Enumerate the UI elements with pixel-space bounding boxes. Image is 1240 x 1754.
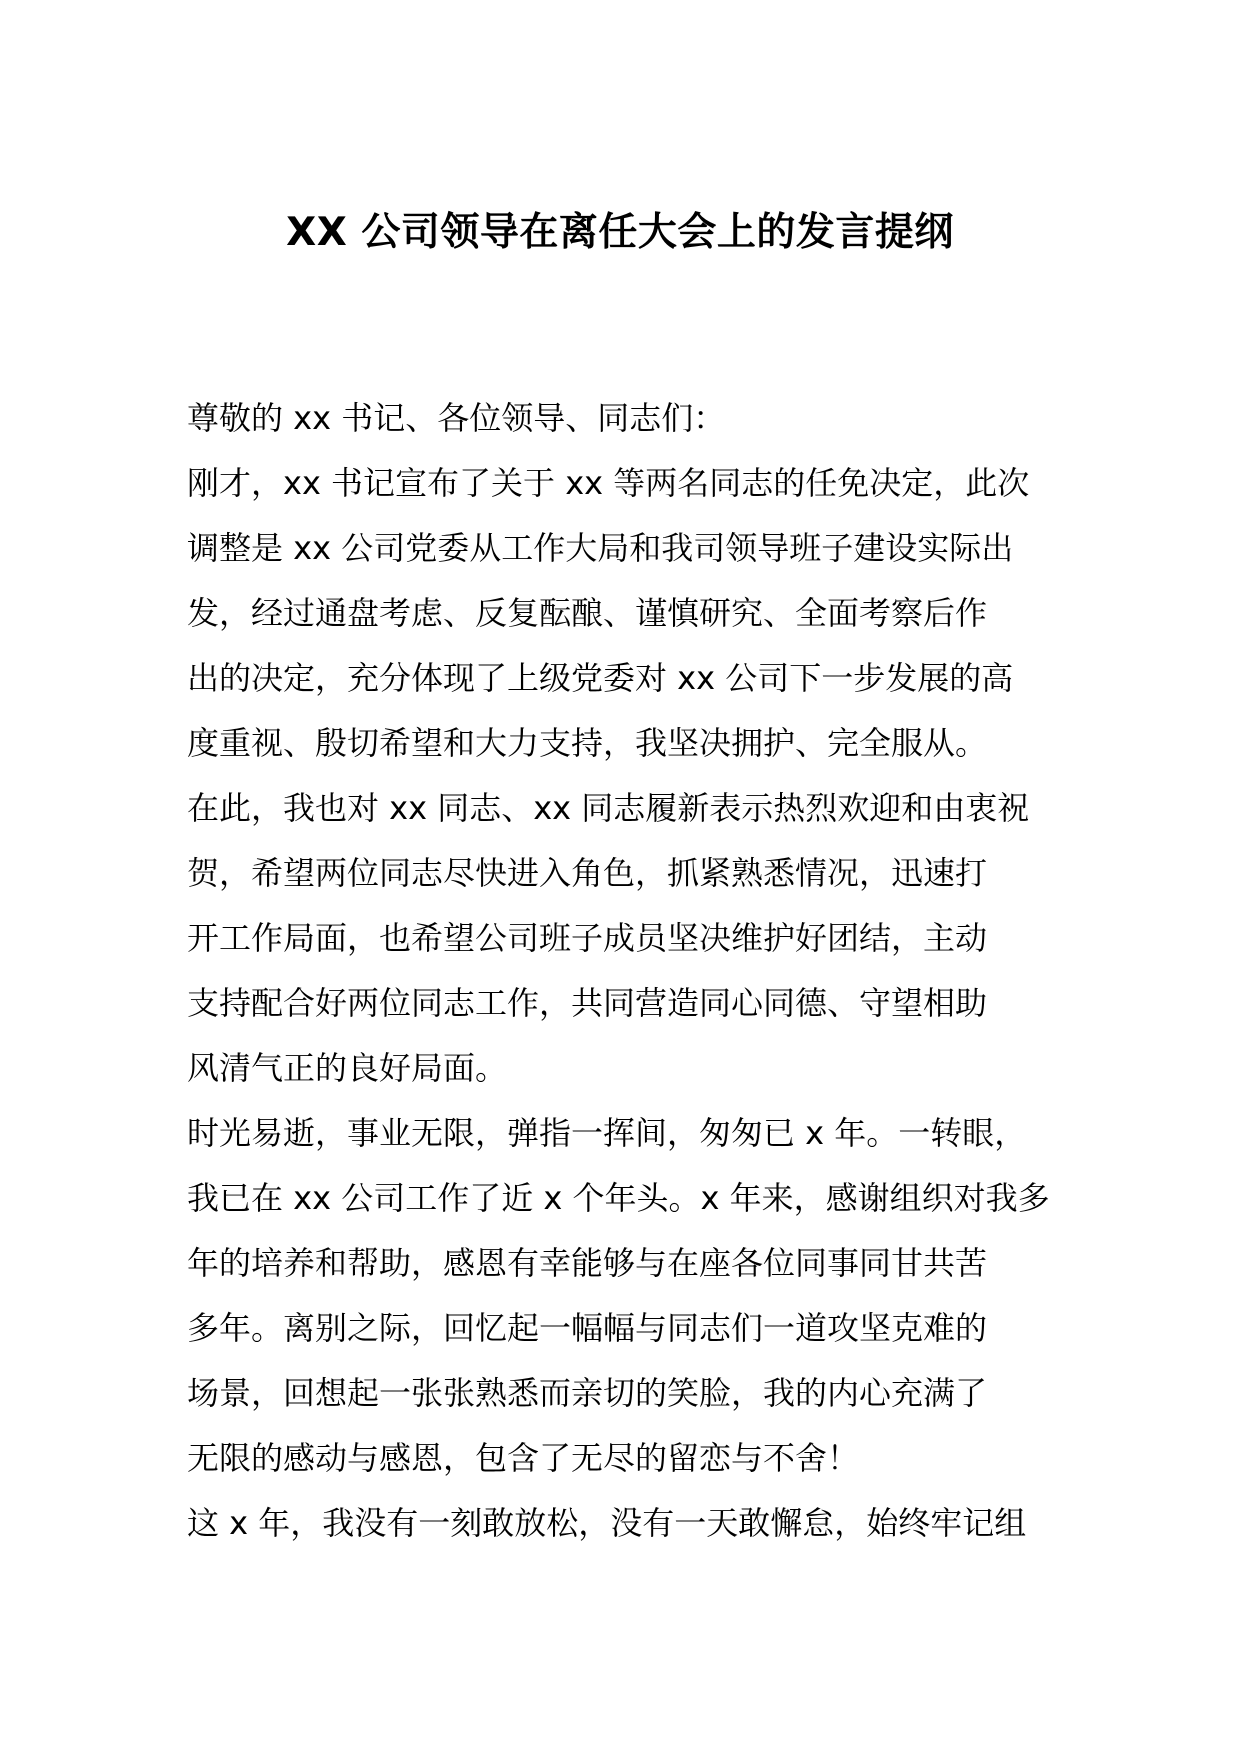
body-line: 风清气正的良好局面。: [187, 1049, 508, 1087]
body-line: 度重视、殷切希望和大力支持，我坚决拥护、完全服从。: [187, 724, 988, 762]
body-line: 开工作局面，也希望公司班子成员坚决维护好团结，主动: [187, 919, 988, 957]
body-line: 无限的感动与感恩，包含了无尽的留恋与不舍！: [187, 1439, 860, 1477]
body-line: 多年。离别之际，回忆起一幅幅与同志们一道攻坚克难的: [187, 1309, 988, 1347]
body-line: 调整是 xx 公司党委从工作大局和我司领导班子建设实际出: [187, 529, 1014, 567]
body-line: 出的决定，充分体现了上级党委对 xx 公司下一步发展的高: [187, 659, 1014, 697]
body-line: 我已在 xx 公司工作了近 x 个年头。x 年来，感谢组织对我多: [187, 1179, 1050, 1217]
body-line: 贺，希望两位同志尽快进入角色，抓紧熟悉情况，迅速打: [187, 854, 988, 892]
body-line: 支持配合好两位同志工作，共同营造同心同德、守望相助: [187, 984, 988, 1022]
body-line: 场景，回想起一张张熟悉而亲切的笑脸，我的内心充满了: [187, 1374, 988, 1412]
body-line: 在此，我也对 xx 同志、xx 同志履新表示热烈欢迎和由衷祝: [187, 789, 1030, 827]
document-body: [187, 386, 1057, 1556]
body-line: 刚才，xx 书记宣布了关于 xx 等两名同志的任免决定，此次: [187, 464, 1030, 502]
body-line: 发，经过通盘考虑、反复酝酿、谨慎研究、全面考察后作: [187, 594, 988, 632]
document-title: XX 公司领导在离任大会上的发言提纲: [286, 210, 954, 255]
body-line: 年的培养和帮助，感恩有幸能够与在座各位同事同甘共苦: [187, 1244, 988, 1282]
body-line: 尊敬的 xx 书记、各位领导、同志们：: [187, 399, 726, 437]
body-line: 时光易逝，事业无限，弹指一挥间，匆匆已 x 年。一转眼，: [187, 1114, 1027, 1152]
body-line: 这 x 年，我没有一刻敢放松，没有一天敢懈怠，始终牢记组: [187, 1504, 1027, 1542]
